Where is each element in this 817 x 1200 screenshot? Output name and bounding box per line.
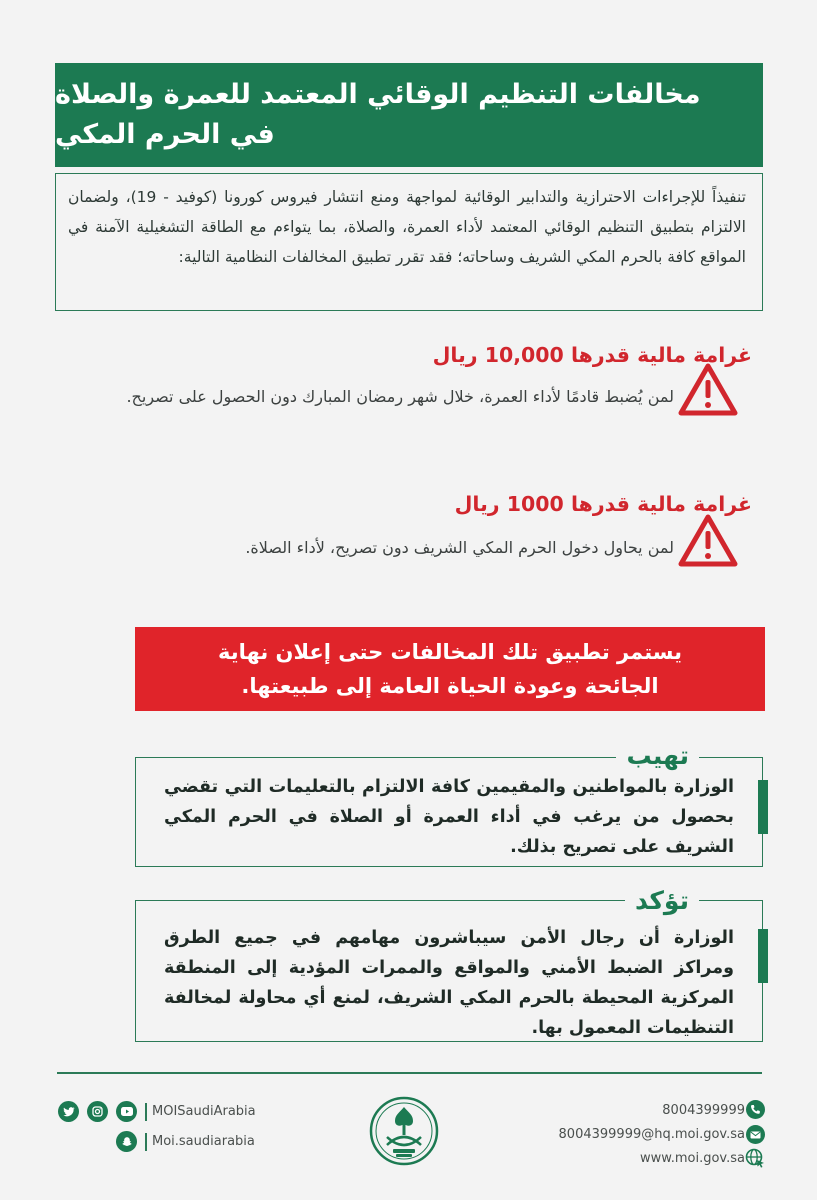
notice-accent-bar: [758, 780, 768, 834]
contact-website[interactable]: www.moi.gov.sa: [640, 1151, 745, 1166]
notice-box-1: [135, 757, 763, 867]
globe-icon: [745, 1148, 765, 1168]
notice-accent-bar: [758, 929, 768, 983]
instagram-icon[interactable]: [87, 1101, 108, 1122]
title-line-2: في الحرم المكي: [55, 119, 275, 150]
intro-box: [55, 173, 763, 311]
fine-1-title: غرامة مالية قدرها 10,000 ريال: [432, 343, 752, 367]
contact-email[interactable]: 8004399999@hq.moi.gov.sa: [558, 1127, 745, 1142]
footer-separator: [145, 1133, 147, 1151]
youtube-icon[interactable]: [116, 1101, 137, 1122]
contact-phone[interactable]: 8004399999: [662, 1103, 745, 1118]
notice-1-text: الوزارة بالمواطنين والمقيمين كافة الالتزام بالتعليمات التي تقضي بحصول من يرغب في أداء العمرة أو الصلاة في الحرم المكي الشريف على تصريح بذلك.: [164, 777, 734, 857]
warning-icon: [677, 362, 739, 418]
warning-icon: [677, 513, 739, 569]
social-handle[interactable]: MOISaudiArabia: [152, 1104, 256, 1119]
banner-line-1: يستمر تطبيق تلك المخالفات حتى إعلان نهاية: [217, 640, 683, 664]
phone-icon: [746, 1100, 765, 1119]
notice-box-2: [135, 900, 763, 1042]
fine-2-description: لمن يحاول دخول الحرم المكي الشريف دون تصريح، لأداء الصلاة.: [245, 538, 674, 557]
title-line-1: مخالفات التنظيم الوقائي المعتمد للعمرة والصلاة: [55, 79, 701, 110]
notice-2-text: الوزارة أن رجال الأمن سيباشرون مهامهم في جميع الطرق ومراكز الضبط الأمني والمواقع والممرات المؤدية إلى المنطقة المركزية المحيطة بالحرم المكي الشريف، لمنع أي محاولة لمخالفة التنظيمات المعمول بها.: [164, 928, 734, 1038]
page-title: [55, 63, 763, 167]
intro-text: تنفيذاً للإجراءات الاحترازية والتدابير الوقائية لمواجهة ومنع انتشار فيروس كورونا (كوفيد - 19)، ولضمان الالتزام بتطبيق التنظيم الوقائي المعتمد لأداء العمرة، والصلاة، بما يتواءم مع الطاقة التشغيلية الآمنة في المواقع كافة بالحرم المكي الشريف وساحاته؛ فقد تقرر تطبيق المخالفات النظامية التالية:: [68, 188, 746, 266]
snapchat-handle[interactable]: Moi.saudiarabia: [152, 1134, 255, 1149]
twitter-icon[interactable]: [58, 1101, 79, 1122]
fine-1-description: لمن يُضبط قادمًا لأداء العمرة، خلال شهر رمضان المبارك دون الحصول على تصريح.: [126, 387, 674, 406]
banner-line-2: الجائحة وعودة الحياة العامة إلى طبيعتها.: [241, 674, 659, 698]
fine-2-title: غرامة مالية قدرها 1000 ريال: [454, 492, 752, 516]
snapchat-icon[interactable]: [116, 1131, 137, 1152]
ministry-emblem-logo: [369, 1093, 439, 1169]
notice-1-label: تهيب: [616, 740, 699, 772]
footer-divider: [57, 1072, 762, 1074]
alert-banner: [135, 627, 765, 711]
notice-2-label: تؤكد: [625, 885, 699, 917]
email-icon: [746, 1125, 765, 1144]
footer-separator: [145, 1103, 147, 1121]
